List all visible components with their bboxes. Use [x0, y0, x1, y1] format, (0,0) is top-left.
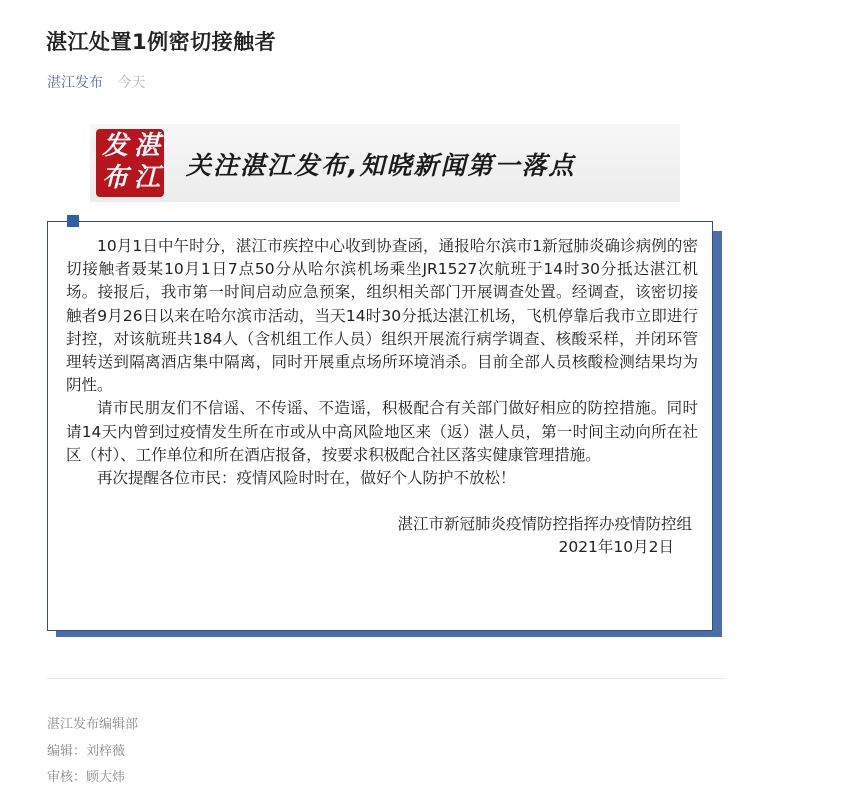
footer-divider: [47, 678, 725, 679]
publish-date: 今天: [117, 75, 146, 91]
account-name-link[interactable]: 湛江发布: [47, 75, 103, 91]
notice-paragraph: 10月1日中午时分，湛江市疾控中心收到协查函，通报哈尔滨市1新冠肺炎确诊病例的密切接触者聂某10月1日7点50分从哈尔滨机场乘坐JR1527次航班于14时30分抵达湛江机场。接报后，我市第一时间启动应急预案，组织相关部门开展调查处置。经调查，该密切接触者9月26日以来在哈尔滨市活动，当天14时30分抵达湛江机场，飞机停靠后我市立即进行封控，对该航班共184人（含机组工作人员）组织开展流行病学调查、核酸采样，并闭环管理转送到隔离酒店集中隔离，同时开展重点场所环境消杀。目前全部人员核酸检测结果均为阴性。: [66, 237, 698, 395]
notice-paragraph: 再次提醒各位市民：疫情风险时时在，做好个人防护不放松！: [97, 469, 516, 488]
footer-editor: 编辑：刘梓薇: [47, 744, 126, 759]
notice-signature: 湛江市新冠肺炎疫情防控指挥办疫情防控组: [397, 515, 692, 534]
notice-paragraph: 请市民朋友们不信谣、不传谣、不造谣，积极配合有关部门做好相应的防控措施。同时请14天内曾到过疫情发生所在市或从中高风险地区来（返）湛人员，第一时间主动向所在社区（村）、工作单位和所在酒店报备，按要求积极配合社区落实健康管理措施。: [66, 399, 698, 464]
footer-dept: 湛江发布编辑部: [47, 717, 139, 732]
logo-char: 发: [101, 131, 128, 161]
box-corner-marker: [67, 215, 79, 227]
banner-slogan: 关注湛江发布,知晓新闻第一落点: [186, 151, 576, 180]
brand-logo-seal: [96, 129, 164, 197]
header-banner: [90, 124, 680, 202]
notice-box: [47, 221, 713, 631]
article-meta: [47, 72, 145, 92]
logo-char: 湛: [133, 131, 160, 161]
spacer: [66, 490, 698, 513]
notice-content: [66, 235, 698, 560]
article-title: 湛江处置1例密切接触者: [46, 30, 277, 54]
footer-reviewer: 审核：顾大炜: [47, 770, 126, 785]
logo-char: 江: [133, 163, 160, 193]
logo-char: 布: [101, 163, 128, 193]
notice-sign-date: 2021年10月2日: [558, 538, 674, 557]
